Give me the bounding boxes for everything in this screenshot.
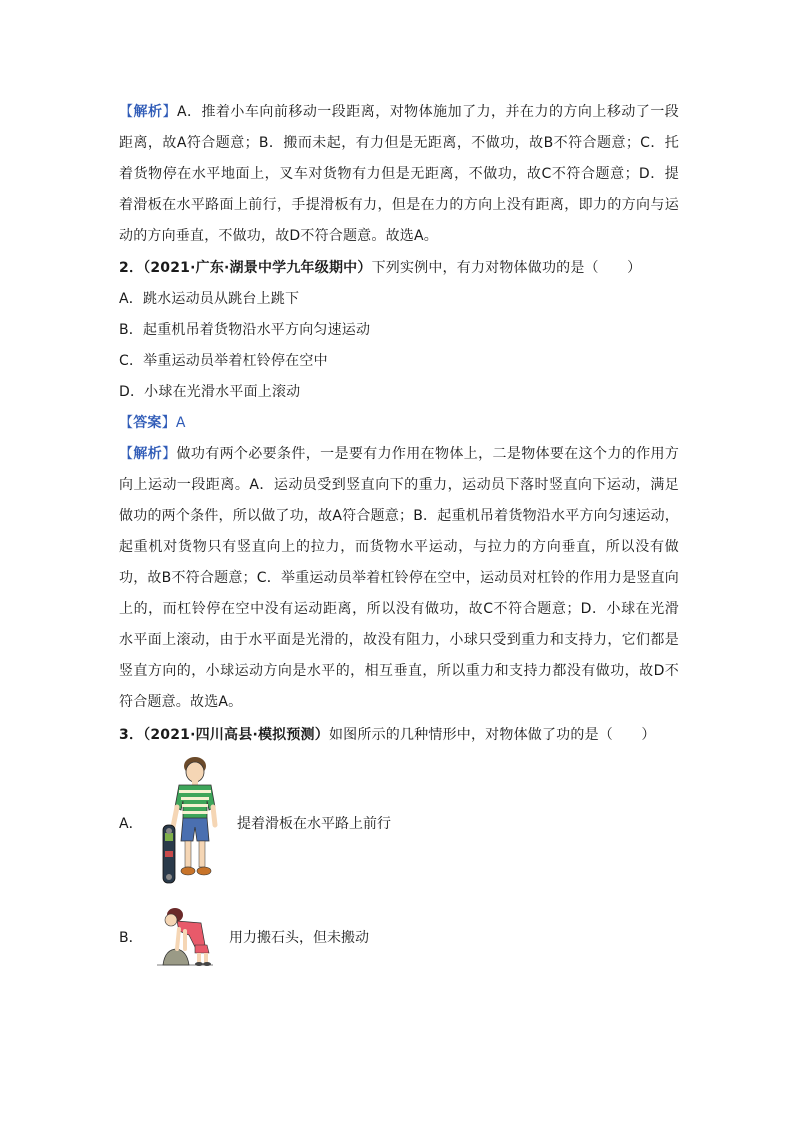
q2-option-a: A．跳水运动员从跳台上跳下 xyxy=(119,291,300,307)
q3-source: （2021·四川高县·模拟预测） xyxy=(143,727,329,743)
q2-option-b: B．起重机吊着货物沿水平方向匀速运动 xyxy=(119,322,371,338)
answer-tag-open: 【 xyxy=(119,415,134,431)
q2-number: 2． xyxy=(119,260,144,276)
answer-tag: 答案 xyxy=(133,415,162,431)
q3-option-a-caption: 提着滑板在水平路上前行 xyxy=(237,815,391,832)
q3-stem xyxy=(119,720,656,751)
analysis-tag: 解析 xyxy=(133,446,163,462)
answer-value: A xyxy=(175,415,186,431)
answer-tag-close: 】 xyxy=(161,415,176,431)
q3-option-a xyxy=(119,755,391,890)
q2-analysis-text: 做功有两个必要条件，一是要有力作用在物体上，二是物体要在这个力的作用方向上运动一段距离。A．运动员受到竖直向下的重力，运动员下落时竖直向下运动，满足做功的两个条件，所以做了功，故A符合题意；B．起重机吊着货物沿水平方向匀速运动，起重机对货物只有竖直向上的拉力，而货物水平运动，与拉力的方向垂直，所以没有做功，故B不符合题意；C．举重运动员举着杠铃停在空中，运动员对杠铃的作用力是竖直向上的，而杠铃停在空中没有运动距离，所以没有做功，故C不符合题意；D．小球在光滑水平面上滚动，由于水平面是光滑的，故没有阻力，小球只受到重力和支持力，它们都是竖直方向的，小球运动方向是水平的，相互垂直，所以重力和支持力都没有做功，故D不符合题意。故选A。 xyxy=(119,446,680,710)
analysis-tag-close: 】 xyxy=(162,446,177,462)
q3-number: 3． xyxy=(119,727,144,743)
analysis-tag-close: 】 xyxy=(162,104,177,120)
q1-analysis-text: A．推着小车向前移动一段距离，对物体施加了力，并在力的方向上移动了一段距离，故A符合题意；B．搬而未起，有力但是无距离，不做功，故B不符合题意；C．托着货物停在水平地面上，叉车对货物有力但是无距离，不做功，故C不符合题意；D．提着滑板在水平路面上前行，手提滑板有力，但是在力的方向上没有距离，即力的方向与运动的方向垂直，不做功，故D不符合题意。故选A。 xyxy=(119,104,680,244)
q2-answer xyxy=(119,408,186,439)
person-lifting-rock-figure xyxy=(155,905,215,969)
analysis-tag-open: 【 xyxy=(119,446,134,462)
analysis-tag-open: 【 xyxy=(119,104,134,120)
q3-option-b xyxy=(119,905,369,969)
q3-option-a-letter: A． xyxy=(119,815,143,832)
q3-question: 如图所示的几种情形中，对物体做了功的是（ ） xyxy=(328,727,656,743)
q2-stem xyxy=(119,253,641,284)
q3-option-b-letter: B． xyxy=(119,930,143,946)
q2-option-c: C．举重运动员举着杠铃停在空中 xyxy=(119,353,328,369)
q3-option-b-caption: 用力搬石头，但未搬动 xyxy=(229,930,369,946)
q2-question: 下列实例中，有力对物体做功的是（ ） xyxy=(371,260,642,276)
boy-carrying-skateboard-figure xyxy=(159,755,229,890)
q1-analysis xyxy=(119,97,679,252)
analysis-tag: 解析 xyxy=(133,104,163,120)
q2-option-d: D．小球在光滑水平面上滚动 xyxy=(119,384,301,400)
q2-source: （2021·广东·湖景中学九年级期中） xyxy=(143,260,372,276)
q2-analysis xyxy=(119,439,679,718)
